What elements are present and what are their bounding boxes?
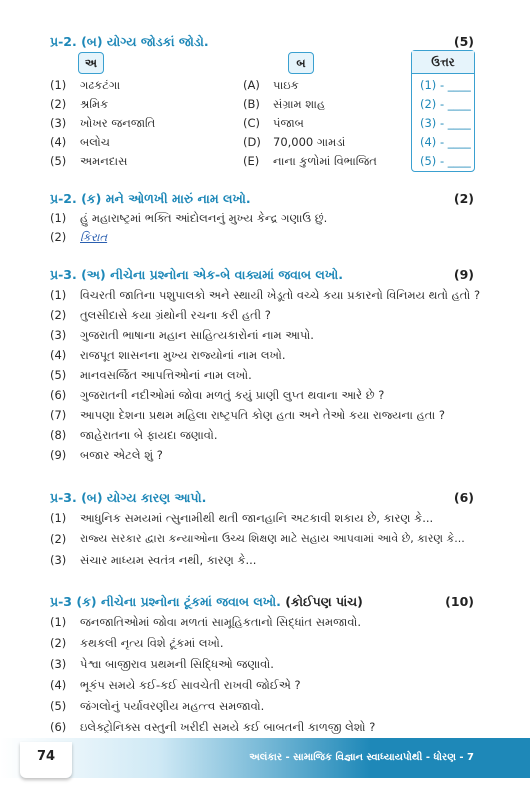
row-number: (3) [50, 116, 67, 130]
question-number: (2) [50, 308, 67, 322]
section-marks-brief-answer: (10) [445, 594, 474, 609]
column-b-label: (D) [243, 135, 261, 149]
row-number: (4) [50, 135, 67, 149]
question-number: (1) [50, 211, 67, 225]
question-number: (5) [50, 368, 67, 382]
question-text: માનવસર્જિત આપત્તિઓનાં નામ લખો. [80, 368, 252, 382]
question-text: આધુનિક સમયમાં ત્સુનામીથી થતી જાનહાનિ અટકાવી શકાય છે, કારણ કે... [80, 511, 434, 525]
question-number: (6) [50, 720, 67, 734]
column-a-item: શ્રમિક [80, 97, 109, 111]
row-number: (5) [50, 154, 67, 168]
question-text: જાહેરાતના બે ફાયદા જણાવો. [80, 428, 218, 442]
column-b-header: બ [288, 52, 314, 74]
answer-column-header: ઉત્તર [412, 51, 474, 74]
question-number: (1) [50, 511, 67, 525]
question-text: આપણા દેશના પ્રથમ મહિલા રાષ્ટ્રપતિ કોણ હતા અને તેઓ કયા રાજ્યના હતા ? [80, 408, 445, 422]
column-b-item: નાના કુળોમાં વિભાજિત [273, 154, 377, 168]
question-number: (3) [50, 657, 67, 671]
question-number: (9) [50, 448, 67, 462]
answer-blank-5: (5) - ____ [420, 154, 471, 168]
question-text: કથકલી નૃત્ય વિશે ટૂંકમાં લખો. [80, 636, 224, 650]
section-marks-short-answer: (9) [453, 267, 474, 282]
page-number: 74 [36, 749, 56, 764]
question-number: (4) [50, 348, 67, 362]
column-b-item: સંગ્રામ શાહ [273, 97, 326, 111]
section-title-choice: (કોઈપણ પાંચ) [285, 594, 363, 609]
question-text: રાજ્ય સરકાર દ્વારા કન્યાઓના ઉચ્ચ શિક્ષણ માટે સહાય આપવામાં આવે છે, કારણ કે... [80, 532, 465, 545]
section-marks-reasons: (6) [453, 490, 474, 505]
answer-blank-3: (3) - ____ [420, 116, 471, 130]
section-title-reasons: પ્ર-3. (બ) યોગ્ય કારણ આપો. [50, 490, 207, 505]
question-number: (2) [50, 532, 67, 546]
section-marks-match: (5) [453, 34, 474, 49]
question-text: ગુજરાતી ભાષાના મહાન સાહિત્યકારોનાં નામ આપો. [80, 328, 314, 342]
question-text: સંચાર માધ્યમ સ્વતંત્ર નથી, કારણ કે... [80, 553, 257, 567]
question-number: (1) [50, 615, 67, 629]
row-number: (1) [50, 78, 67, 92]
question-text: હું મહારાષ્ટ્રમાં ભક્તિ આંદોલનનું મુખ્ય કેન્દ્ર ગણાઉ છું. [80, 211, 328, 225]
column-a-item: બલોચ [80, 135, 111, 149]
question-number: (2) [50, 636, 67, 650]
question-text: વિચરતી જાતિના પશુપાલકો અને સ્થાયી ખેડૂતો વચ્ચે કયા પ્રકારનો વિનિમય થતો હતો ? [80, 288, 481, 302]
answer-box [411, 50, 475, 172]
question-number: (2) [50, 230, 67, 244]
question-text: જનજાતિઓમાં જોવા મળતાં સામૂહિકતાનો સિદ્ધાંત સમજાવો. [80, 615, 362, 629]
section-title-match: પ્ર-2. (બ) યોગ્ય જોડકાં જોડો. [50, 34, 209, 49]
handwritten-answer: કિરાત [80, 230, 108, 244]
question-number: (1) [50, 288, 67, 302]
column-b-label: (B) [243, 97, 260, 111]
answer-blank-2: (2) - ____ [420, 97, 471, 111]
footer-book-title: અલંકાર - સામાજિક વિજ્ઞાન સ્વાધ્યાયપોથી - ધોરણ - 7 [249, 752, 474, 763]
question-number: (6) [50, 388, 67, 402]
question-number: (3) [50, 328, 67, 342]
column-b-label: (C) [243, 116, 261, 130]
question-number: (5) [50, 699, 67, 713]
column-a-header: અ [78, 52, 104, 74]
answer-blank-1: (1) - ____ [420, 78, 471, 92]
question-text: ગુજરાતની નદીઓમાં જોવા મળતું કયું પ્રાણી લુપ્ત થવાના આરે છે ? [80, 388, 385, 402]
section-title-short-answer: પ્ર-3. (અ) નીચેના પ્રશ્નોના એક-બે વાક્યમાં જવાબ લખો. [50, 267, 343, 282]
column-b-label: (E) [243, 154, 260, 168]
column-a-item: અમનદાસ [80, 154, 128, 168]
column-b-item: 70,000 ગામડાં [273, 135, 346, 149]
row-number: (2) [50, 97, 67, 111]
section-title-identify: પ્ર-2. (ક) મને ઓળખી મારું નામ લખો. [50, 191, 251, 206]
column-a-item: ગઢકટંગા [80, 78, 121, 92]
section-title-brief-answer [50, 594, 363, 610]
question-number: (4) [50, 678, 67, 692]
question-number: (8) [50, 428, 67, 442]
question-number: (3) [50, 553, 67, 567]
question-text: તુલસીદાસે કયા ગ્રંથોની રચના કરી હતી ? [80, 308, 271, 322]
column-b-item: પંજાબ [273, 116, 304, 130]
question-text: બજાર એટલે શું ? [80, 448, 163, 462]
question-text: જંગલોનું પર્યાવરણીય મહત્ત્વ સમજાવો. [80, 699, 265, 713]
answer-blank-4: (4) - ____ [420, 135, 471, 149]
question-text: ભૂકંપ સમયે કઈ-કઈ સાવચેતી રાખવી જોઈએ ? [80, 678, 301, 692]
column-b-label: (A) [243, 78, 260, 92]
question-text: ઇલેક્ટ્રોનિક્સ વસ્તુની ખરીદી સમયે કઈ બાબતની કાળજી લેશો ? [80, 720, 376, 734]
column-b-item: પાઇક [273, 78, 299, 92]
column-a-item: ખોખર જનજાતિ [80, 116, 156, 130]
question-text: રાજપૂત શાસનના મુખ્ય રાજ્યોનાં નામ લખો. [80, 348, 286, 362]
question-number: (7) [50, 408, 67, 422]
section-marks-identify: (2) [453, 191, 474, 206]
section-title-text: પ્ર-3 (ક) નીચેના પ્રશ્નોના ટૂંકમાં જવાબ લખો. [50, 594, 281, 609]
question-text: પેશ્વા બાજીરાવ પ્રથમની સિદ્ધિઓ જણાવો. [80, 657, 274, 671]
